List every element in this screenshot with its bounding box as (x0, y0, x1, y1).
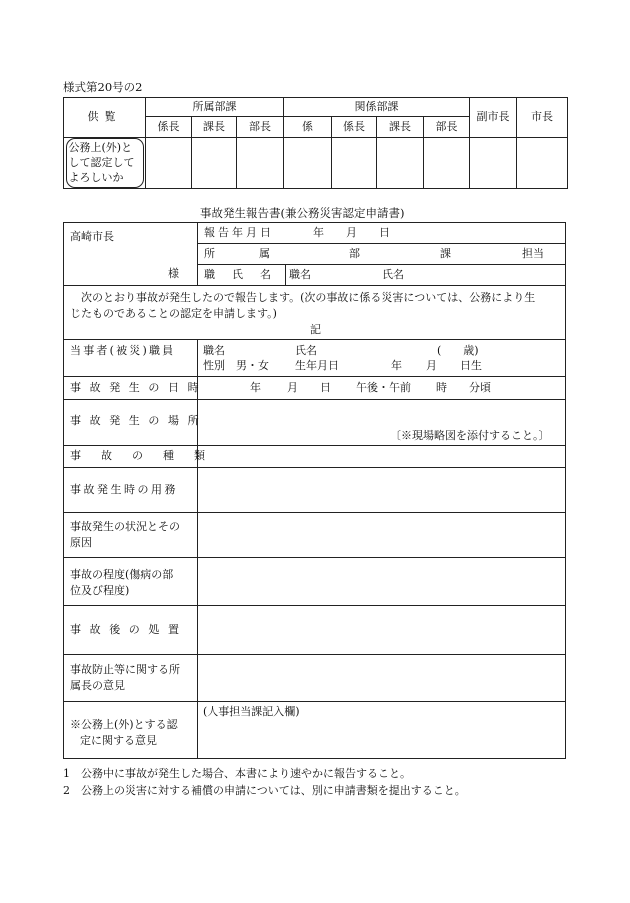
affiliation-label-wrap (204, 247, 314, 262)
party-birth-month: 月 (426, 359, 437, 372)
datetime-year: 年 (250, 381, 261, 394)
footnote-1: 1 公務中に事故が発生した場合、本書により速やかに報告すること。 (63, 767, 411, 780)
party-post: 職名 (203, 344, 225, 357)
duty-label: 事故発生時の用務 (70, 483, 178, 496)
title-name-label: 職氏名 (204, 268, 288, 281)
own-col-section-head: 課長 (192, 117, 237, 138)
prevention-label-1: 事故防止等に関する所 (70, 663, 180, 676)
datetime-ampm: 午後・午前 (356, 381, 411, 394)
situation-label-1: 事故発生の状況とその (70, 520, 180, 533)
stamp-own-section-head[interactable] (192, 138, 237, 189)
related-dept-header: 関係部課 (284, 98, 470, 117)
datetime-hour: 時 (436, 381, 447, 394)
party-birth-year: 年 (391, 359, 402, 372)
party-birth-day: 日生 (460, 359, 482, 372)
own-col-chief: 係長 (146, 117, 192, 138)
datetime-minute: 分頃 (469, 381, 491, 394)
vice-mayor-header: 副市長 (470, 98, 517, 138)
approval-table (63, 97, 568, 189)
party-age: ( 歳) (437, 344, 479, 357)
after-label: 事故後の処置 (70, 623, 188, 636)
prevention-label-2: 属長の意見 (70, 679, 125, 692)
related-col-chief: 係長 (332, 117, 377, 138)
party-name: 氏名 (295, 344, 317, 357)
stamp-own-dept-head[interactable] (237, 138, 284, 189)
related-col-staff: 係 (284, 117, 332, 138)
affiliation-dept: 部 (349, 247, 360, 260)
report-form (63, 222, 566, 759)
stamp-related-section-head[interactable] (377, 138, 424, 189)
type-label: 事故の種類 (70, 449, 225, 462)
degree-label-2: 位及び程度) (70, 584, 130, 597)
statement-ki: 記 (310, 323, 321, 336)
affiliation-charge: 担当 (522, 247, 544, 260)
opinion-label-1: ※公務上(外)とする認 (70, 718, 178, 731)
party-birth-label: 生年月日 (295, 359, 339, 372)
place-label: 事故発生の場所 (70, 414, 208, 427)
footnote-2: 2 公務上の災害に対する補償の申請については、別に申請書類を提出すること。 (63, 784, 466, 797)
reporter-name: 氏名 (382, 268, 404, 281)
stamp-related-dept-head[interactable] (424, 138, 470, 189)
stamp-vice-mayor[interactable] (470, 138, 517, 189)
stamp-related-staff[interactable] (284, 138, 332, 189)
degree-label-1: 事故の程度(傷病の部 (70, 568, 174, 581)
stamp-own-chief[interactable] (146, 138, 192, 189)
addressee-honorific: 様 (168, 267, 179, 280)
addressee-city: 高崎市長 (70, 230, 114, 243)
mayor-header: 市長 (517, 98, 568, 138)
place-note: 〔※現場略図を添付すること。〕 (390, 429, 550, 442)
opinion-label-2: 定に関する意見 (80, 734, 157, 747)
situation-label-2: 原因 (70, 536, 92, 549)
kyoran-note: 公務上(外)として認定してよろしいか (66, 138, 144, 188)
document-title: 事故発生報告書(兼公務災害認定申請書) (200, 206, 405, 220)
statement-line-1: 次のとおり事故が発生したので報告します。(次の事故に係る災害については、公務により生 (81, 291, 536, 304)
report-date-label: 報告年月日 (204, 226, 274, 239)
datetime-label: 事故発生の日時 (70, 381, 208, 394)
reporter-post: 職名 (289, 268, 311, 281)
stamp-related-chief[interactable] (332, 138, 377, 189)
kyoran-label: 供覧 (64, 98, 146, 138)
form-number: 様式第20号の2 (63, 80, 143, 94)
statement-line-2: じたものであることの認定を申請します。) (70, 307, 277, 320)
related-col-dept-head: 部長 (424, 117, 470, 138)
datetime-day: 日 (320, 381, 331, 394)
kyoran-note-cell (64, 138, 146, 189)
party-sex: 性別 男・女 (203, 359, 269, 372)
party-label: 当事者(被災)職員 (70, 344, 176, 357)
affiliation-section: 課 (440, 247, 451, 260)
hr-note: (人事担当課記入欄) (203, 705, 300, 718)
report-date-value: 年 月 日 (313, 226, 390, 239)
own-col-dept-head: 部長 (237, 117, 284, 138)
own-dept-header: 所属部課 (146, 98, 284, 117)
stamp-mayor[interactable] (517, 138, 568, 189)
datetime-month: 月 (287, 381, 298, 394)
related-col-section-head: 課長 (377, 117, 424, 138)
affiliation-label: 所属 (204, 247, 314, 260)
